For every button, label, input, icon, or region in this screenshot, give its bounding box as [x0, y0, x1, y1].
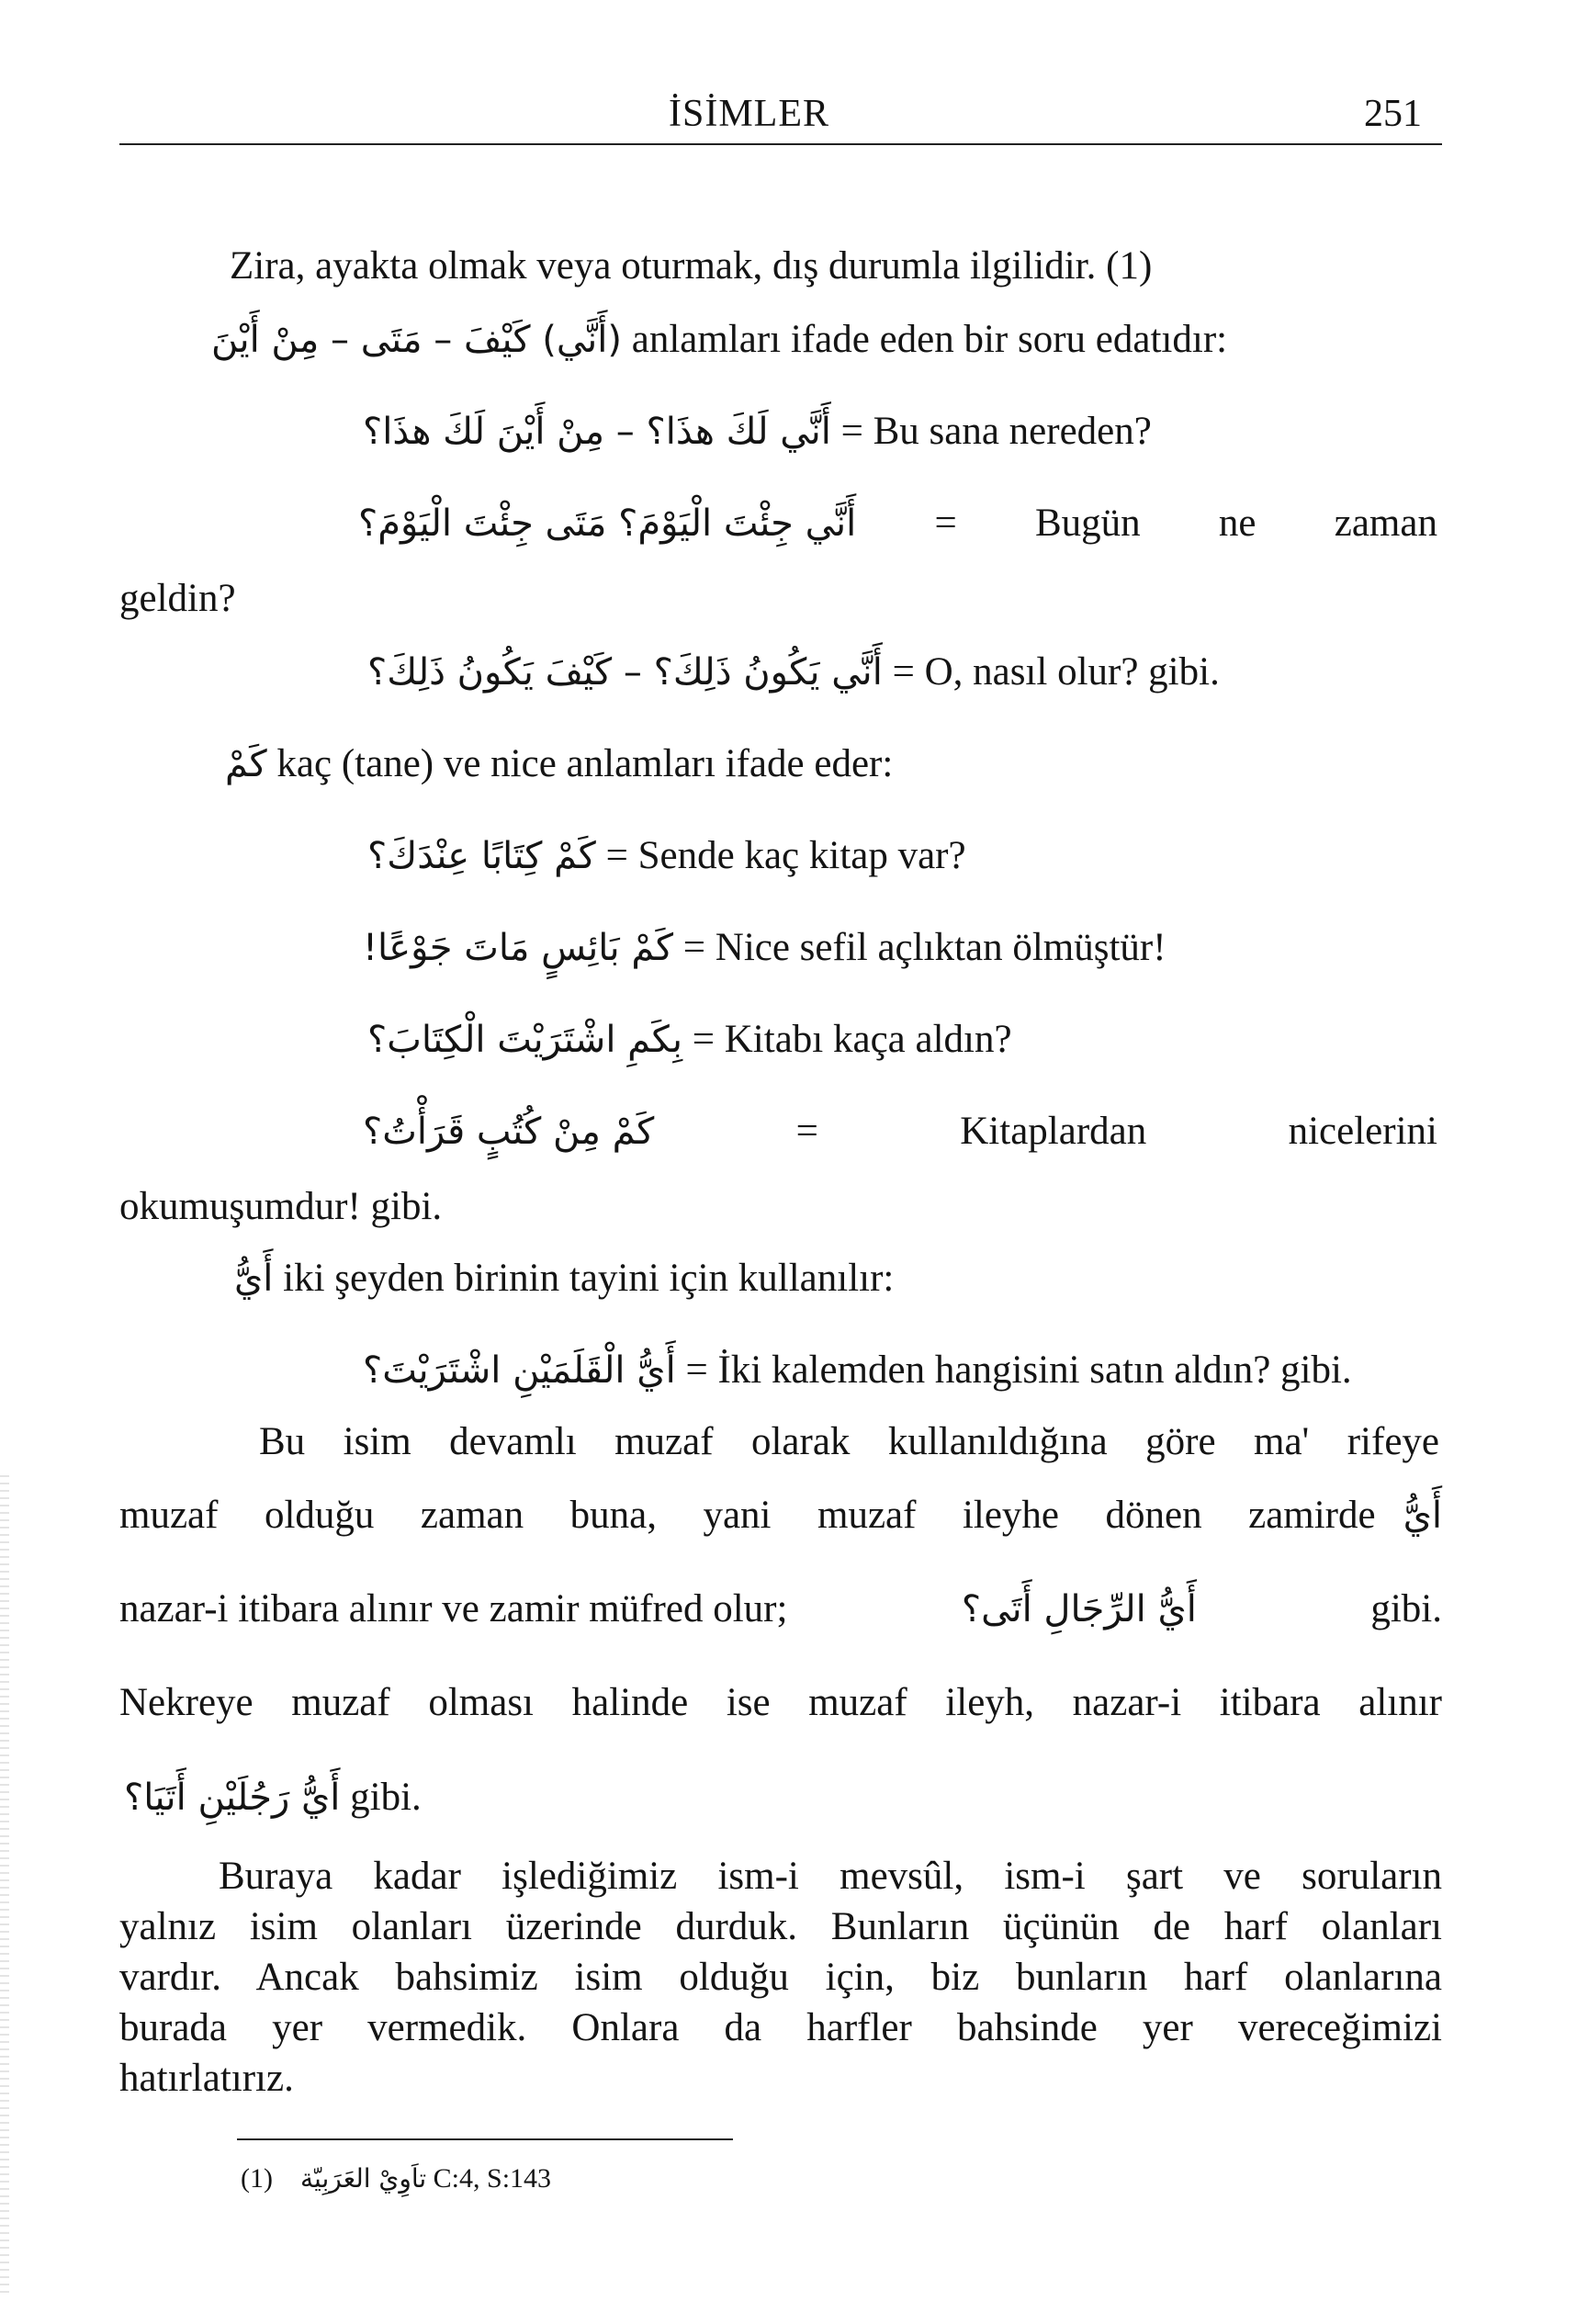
word: ne [1218, 502, 1257, 545]
turkish-text: = Bu sana nereden? [840, 410, 1152, 453]
footnote-rule [237, 2138, 733, 2140]
header-rule [119, 143, 1442, 145]
example-line [363, 1111, 1437, 1151]
arabic-text: كَمْ بَائِسٍ مَاتَ جَوْعًا! [363, 927, 674, 969]
example-line [358, 503, 1437, 543]
text-line: geldin? [119, 577, 236, 620]
arabic-text: (أَنَّي) كَيْفَ – مَتَى – مِنْ أَيْنَ [211, 319, 623, 361]
footnote [241, 2163, 551, 2194]
turkish-text: = O, nasıl olur? gibi. [892, 650, 1220, 694]
arabic-text: كَمْ كِتَابًا عِنْدَكَ؟ [367, 835, 596, 877]
justified-text: Nekreye muzaf olması halinde ise muzaf ileyh, nazar-i itibara alınır [119, 1681, 1442, 1724]
equals-sign: = [795, 1110, 818, 1153]
turkish-text: = İki kalemden hangisini satın aldın? gibi. [685, 1348, 1352, 1392]
arabic-text: أَيُّ رَجُلَيْنِ أَتَيَا؟ [124, 1777, 341, 1819]
closing-paragraph [119, 1851, 1442, 2104]
turkish-text: = Kitabı kaça aldın? [692, 1018, 1012, 1061]
arabic-text: أَنَّي جِئْتَ الْيَوْمَ؟ مَتَى جِئْتَ الْيَوْمَ؟ [358, 502, 857, 545]
arabic-text: أَيُّ الْقَلَمَيْنِ اشْتَرَيْتَ؟ [363, 1349, 676, 1392]
arabic-text: أَيُّ [234, 1258, 274, 1300]
text-line [259, 1422, 1439, 1461]
text-line [234, 1258, 894, 1298]
justified-text: muzaf olduğu zaman buna, yani muzaf ileyhe dönen zamirde [119, 1494, 1376, 1537]
word: nicelerini [1288, 1110, 1437, 1153]
text-line [211, 320, 1227, 359]
equals-sign: = [934, 502, 957, 545]
example-line [363, 928, 1166, 967]
arabic-text: أَيُّ [1403, 1495, 1442, 1537]
turkish-text: gibi. [350, 1776, 422, 1819]
footnote-marker: (1) [241, 2163, 273, 2194]
scan-edge-noise [0, 1470, 9, 2296]
arabic-text: بِكَمِ اشْتَرَيْتَ الْكِتَابَ؟ [367, 1019, 682, 1061]
paragraph-line: burada yer vermedik. Onlara da harfler bahsinde yer vereceğimizi [119, 2006, 1442, 2049]
text-line: okumuşumdur! gibi. [119, 1185, 443, 1228]
paragraph-line: yalnız isim olanları üzerinde durduk. Bunların üçünün de harf olanları [119, 1905, 1442, 1948]
running-header-title: İSİMLER [669, 93, 829, 135]
arabic-text: أَنَّي لَكَ هذَا؟ – مِنْ أَيْنَ لَكَ هذَا؟ [363, 411, 831, 453]
text-line [225, 744, 893, 784]
text-line [124, 1777, 422, 1817]
example-line [367, 836, 966, 875]
turkish-text: iki şeyden birinin tayini için kullanılır: [283, 1257, 895, 1300]
example-line [363, 412, 1152, 451]
paragraph-line: vardır. Ancak bahsimiz isim olduğu için, biz bunların harf olanlarına [119, 1956, 1442, 1999]
text-line: Zira, ayakta olmak veya oturmak, dış durumla ilgilidir. (1) [230, 244, 1153, 288]
text-line [119, 1683, 1442, 1722]
arabic-text: أَيُّ الرِّجَالِ أَتَى؟ [961, 1588, 1197, 1630]
example-line [367, 652, 1220, 692]
footnote-reference: C:4, S:143 [433, 2163, 552, 2194]
word: zaman [1334, 502, 1437, 545]
word: Kitaplardan [960, 1110, 1147, 1153]
turkish-text: gibi. [1370, 1587, 1442, 1630]
turkish-text: kaç (tane) ve nice anlamları ifade eder: [276, 742, 894, 785]
turkish-text: anlamları ifade eden bir soru edatıdır: [631, 318, 1228, 361]
paragraph-line: Buraya kadar işlediğimiz ism-i mevsûl, ism-i şart ve soruların [219, 1855, 1442, 1898]
example-line [367, 1020, 1012, 1059]
turkish-text: = Sende kaç kitap var? [605, 834, 966, 877]
arabic-text: أَنَّي يَكُونُ ذَلِكَ؟ – كَيْفَ يَكُونُ ذَلِكَ؟ [367, 651, 883, 694]
page-number: 251 [1364, 93, 1422, 135]
text-line [119, 1495, 1442, 1535]
turkish-text: nazar-i itibara alınır ve zamir müfred olur; [119, 1587, 788, 1630]
arabic-text: كَمْ [225, 743, 267, 785]
paragraph-line: hatırlatırız. [119, 2057, 294, 2100]
example-line [363, 1350, 1352, 1390]
arabic-text: كَمْ مِنْ كُتُبٍ قَرَأْتُ؟ [363, 1111, 655, 1153]
word: Bugün [1034, 502, 1141, 545]
text-line [119, 1589, 1442, 1629]
justified-text: Bu isim devamlı muzaf olarak kullanıldığına göre ma' rifeye [259, 1420, 1439, 1463]
turkish-text: = Nice sefil açlıktan ölmüştür! [682, 926, 1166, 969]
arabic-text: تاَوِيْ العَرَبِيّة [299, 2163, 427, 2194]
